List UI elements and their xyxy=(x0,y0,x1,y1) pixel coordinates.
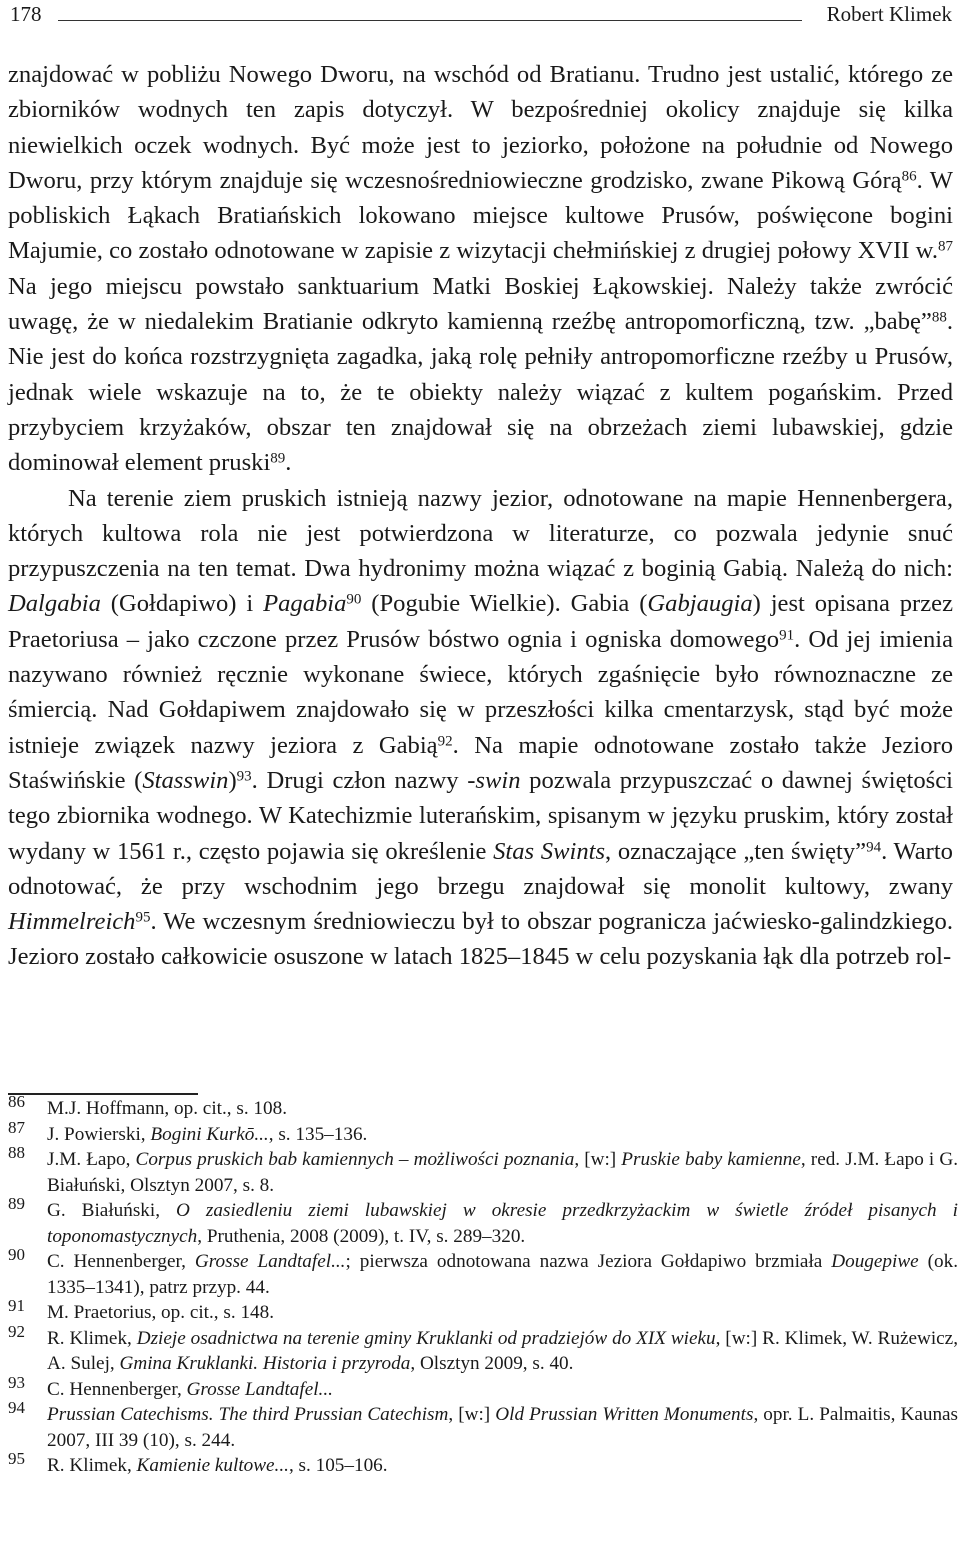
footnote-text: , red. J.M. Łapo i G. Białuński, Olsztyn 2007, s. 8. xyxy=(47,1149,959,1196)
footnote-title: Grosse Landtafel... xyxy=(194,1251,346,1272)
footnote-ref[interactable]: 89 xyxy=(270,450,286,467)
footnote-title: Grosse Landtafel... xyxy=(186,1378,333,1400)
footnote-90 xyxy=(8,1245,959,1300)
footnote-rule xyxy=(8,1093,198,1095)
text-run: Na terenie ziem pruskich istnieją nazwy jezior, odnotowane na mapie Hennenbergera, których kultowa rola nie jest potwierdzona w literaturze, co pozwala jedynie snuć przypuszczenia na ten temat. Dwa hydronimy można wiązać z boginią Gabią. Należą do nich: xyxy=(8,484,953,583)
footnote-number: 86 xyxy=(8,1092,25,1111)
footnote-ref[interactable]: 93 xyxy=(236,768,252,785)
italic-term: Pagabia xyxy=(263,590,347,618)
footnote-title: Corpus pruskich bab kamiennych – możliwości poznania xyxy=(135,1149,575,1170)
footnote-text: , Olsztyn 2009, s. 40. xyxy=(410,1353,574,1374)
footnote-ref[interactable]: 94 xyxy=(866,839,882,856)
footnote-title: Gmina Kruklanki. Historia i przyroda xyxy=(119,1353,411,1374)
footnote-ref[interactable]: 92 xyxy=(437,733,453,750)
footnote-text: , [w:] xyxy=(574,1149,622,1170)
footnote-text: , Pruthenia, 2008 (2009), t. IV, s. 289–320. xyxy=(197,1225,526,1247)
footnote-title: Pruskie baby kamienne xyxy=(621,1149,801,1170)
footnote-text: G. Białuński, xyxy=(47,1200,177,1221)
paragraph-1 xyxy=(8,57,953,481)
footnote-number: 90 xyxy=(8,1245,25,1264)
footnote-title: Dzieje osadnictwa na terenie gminy Kruklanki od pradziejów do XIX wieku xyxy=(136,1327,716,1349)
text-run: pozwala przypuszczać o dawnej świętości tego zbiornika wodnego. W Katechizmie luterańskim, spisanym w języku pruskim, który został wydany w 1561 r., często pojawia się określenie xyxy=(8,766,953,865)
page-header xyxy=(10,0,952,26)
text-run: (Pogubie Wielkie). Gabia ( xyxy=(361,590,648,618)
footnote-ref[interactable]: 87 xyxy=(938,238,953,255)
footnote-number: 94 xyxy=(8,1398,25,1417)
footnote-title: Old Prussian Written Monuments xyxy=(495,1404,754,1425)
paragraph-2 xyxy=(8,481,953,975)
footnote-89 xyxy=(8,1194,958,1249)
italic-term: -swin xyxy=(467,766,521,794)
text-run: Na jego miejscu powstało sanktuarium Matki Boskiej Łąkowskiej. Należy także zwrócić uwagę, że w niedalekim Bratianie odkryto kamienną rzeźbę antropomorficzną, tzw. „babę” xyxy=(8,272,953,336)
footnote-number: 91 xyxy=(8,1296,25,1315)
text-run: . Od jej imienia nazywano również ręcznie wykonane świece, których zgaśnięcie było równoznaczne ze śmiercią. Nad Gołdapiwem znajdowało się w przeszłości kilka cmentarzysk, stąd być może istnieje związek nazwy jeziora z Gabią xyxy=(8,625,953,759)
text-run: . We wczesnym średniowieczu był to obszar pogranicza jaćwiesko-galindzkiego. Jezioro zostało całkowicie osuszone w latach 1825–1845 w celu pozyskania łąk dla potrzeb rol- xyxy=(8,908,953,971)
header-rule xyxy=(58,20,802,21)
text-run: (Gołdapiwo) i xyxy=(100,590,264,618)
text-run: ) jest opisana przez Praetoriusa – jako czczone przez Prusów bóstwo ognia i ogniska domowego xyxy=(8,590,953,653)
footnote-92 xyxy=(8,1321,958,1377)
footnote-title: Kamienie kultowe... xyxy=(136,1455,289,1476)
footnote-title: Prussian Catechisms. The third Prussian Catechism xyxy=(47,1404,449,1425)
text-run: . Warto odnotować, że przy wschodnim jego brzegu znajdował się monolit kultowy, zwany xyxy=(8,837,953,900)
footnote-text: J. Powierski, xyxy=(47,1123,151,1145)
running-head-author: Robert Klimek xyxy=(826,2,952,26)
footnote-number: 87 xyxy=(8,1117,25,1137)
italic-term: Himmelreich xyxy=(8,908,136,936)
footnote-text: (ok. 1335–1341), patrz przyp. 44. xyxy=(47,1251,959,1298)
footnote-text: R. Klimek, xyxy=(47,1455,137,1476)
footnote-text: M. Praetorius, op. cit., s. 148. xyxy=(47,1302,275,1323)
footnote-ref[interactable]: 88 xyxy=(931,309,947,326)
text-run: znajdować w pobliżu Nowego Dworu, na wschód od Bratianu. Trudno jest ustalić, którego ze zbiorników wodnych ten zapis dotyczył. W bezpośredniej okolicy znajduje się kilka niewielkich oczek wodnych. Być może jest to jeziorko, położone na południe od Nowego Dworu, przy którym znajduje się wczesnośredniowieczne grodzisko, zwane Pikową Górą xyxy=(8,61,953,194)
footnote-title: Bogini Kurkō... xyxy=(150,1123,269,1145)
footnote-ref[interactable]: 95 xyxy=(135,909,151,926)
footnote-95 xyxy=(8,1449,958,1479)
text-run: . Na mapie odnotowane zostało także Jezioro Staświńskie ( xyxy=(8,731,953,794)
italic-term: Gabjaugia xyxy=(647,590,753,618)
text-run: . W pobliskich Łąkach Bratiańskich lokowano miejsce kultowe Prusów, poświęcone bogini Majumie, co zostało odnotowane w zapisie z wizytacji chełmińskiej z drugiej połowy XVII w. xyxy=(8,166,953,265)
footnote-number: 92 xyxy=(8,1321,25,1341)
text-run: . Drugi człon nazwy xyxy=(251,766,468,794)
footnote-text: M.J. Hoffmann, op. cit., s. 108. xyxy=(47,1098,288,1119)
footnote-text: J.M. Łapo, xyxy=(47,1149,136,1170)
footnote-text: , [w:] xyxy=(448,1404,496,1425)
footnote-text: C. Hennenberger, xyxy=(47,1251,195,1272)
text-run: . Nie jest do końca rozstrzygnięta zagadka, jaką rolę pełniły antropomorficzne rzeźby u Prusów, jednak wiele wskazuje na to, że te obiekty należy wiązać z kultem pogańskim. Przed przybyciem krzyżaków, obszar ten znajdował się na obrzeżach ziemi lubawskiej, gdzie dominował element pruski xyxy=(8,308,953,477)
footnote-number: 95 xyxy=(8,1449,25,1468)
footnote-number: 89 xyxy=(8,1194,25,1213)
footnote-text: C. Hennenberger, xyxy=(47,1378,187,1400)
italic-term: Dalgabia xyxy=(8,590,101,618)
footnote-88 xyxy=(8,1143,959,1198)
text-run: , oznaczające „ten święty” xyxy=(605,837,867,865)
footnote-title: Dougepiwe xyxy=(831,1251,919,1272)
footnote-ref[interactable]: 90 xyxy=(346,591,362,608)
page-number: 178 xyxy=(10,2,42,26)
footnote-number: 88 xyxy=(8,1143,25,1162)
footnote-text: , s. 105–106. xyxy=(288,1455,388,1476)
footnote-94 xyxy=(8,1398,959,1453)
footnote-ref[interactable]: 91 xyxy=(779,627,795,644)
footnote-text: , [w:] R. Klimek, W. Rużewicz, A. Sulej, xyxy=(47,1327,958,1374)
footnotes xyxy=(8,1092,959,1479)
footnote-number: 93 xyxy=(8,1372,25,1392)
text-run: . xyxy=(285,449,292,477)
footnote-87 xyxy=(8,1117,958,1148)
footnote-text: , opr. L. Palmaitis, Kaunas 2007, III 39 (10), s. 244. xyxy=(47,1404,959,1451)
footnote-91 xyxy=(8,1296,958,1326)
text-run: ) xyxy=(228,766,237,794)
italic-term: Stasswin xyxy=(142,766,229,794)
footnote-93 xyxy=(8,1372,958,1403)
footnote-title: O zasiedleniu ziemi lubawskiej w okresie przedkrzyżackim w świetle źródeł pisanych i toponomastycznych xyxy=(47,1200,958,1247)
footnote-text: R. Klimek, xyxy=(47,1327,137,1349)
body-text xyxy=(8,57,953,975)
footnote-86 xyxy=(8,1092,958,1122)
footnote-ref[interactable]: 86 xyxy=(901,168,917,185)
footnote-text: ; pierwsza odnotowana nazwa Jeziora Gołdapiwo brzmiała xyxy=(345,1251,832,1272)
italic-term: Stas Swints xyxy=(493,837,606,865)
footnote-text: , s. 135–136. xyxy=(268,1123,368,1145)
